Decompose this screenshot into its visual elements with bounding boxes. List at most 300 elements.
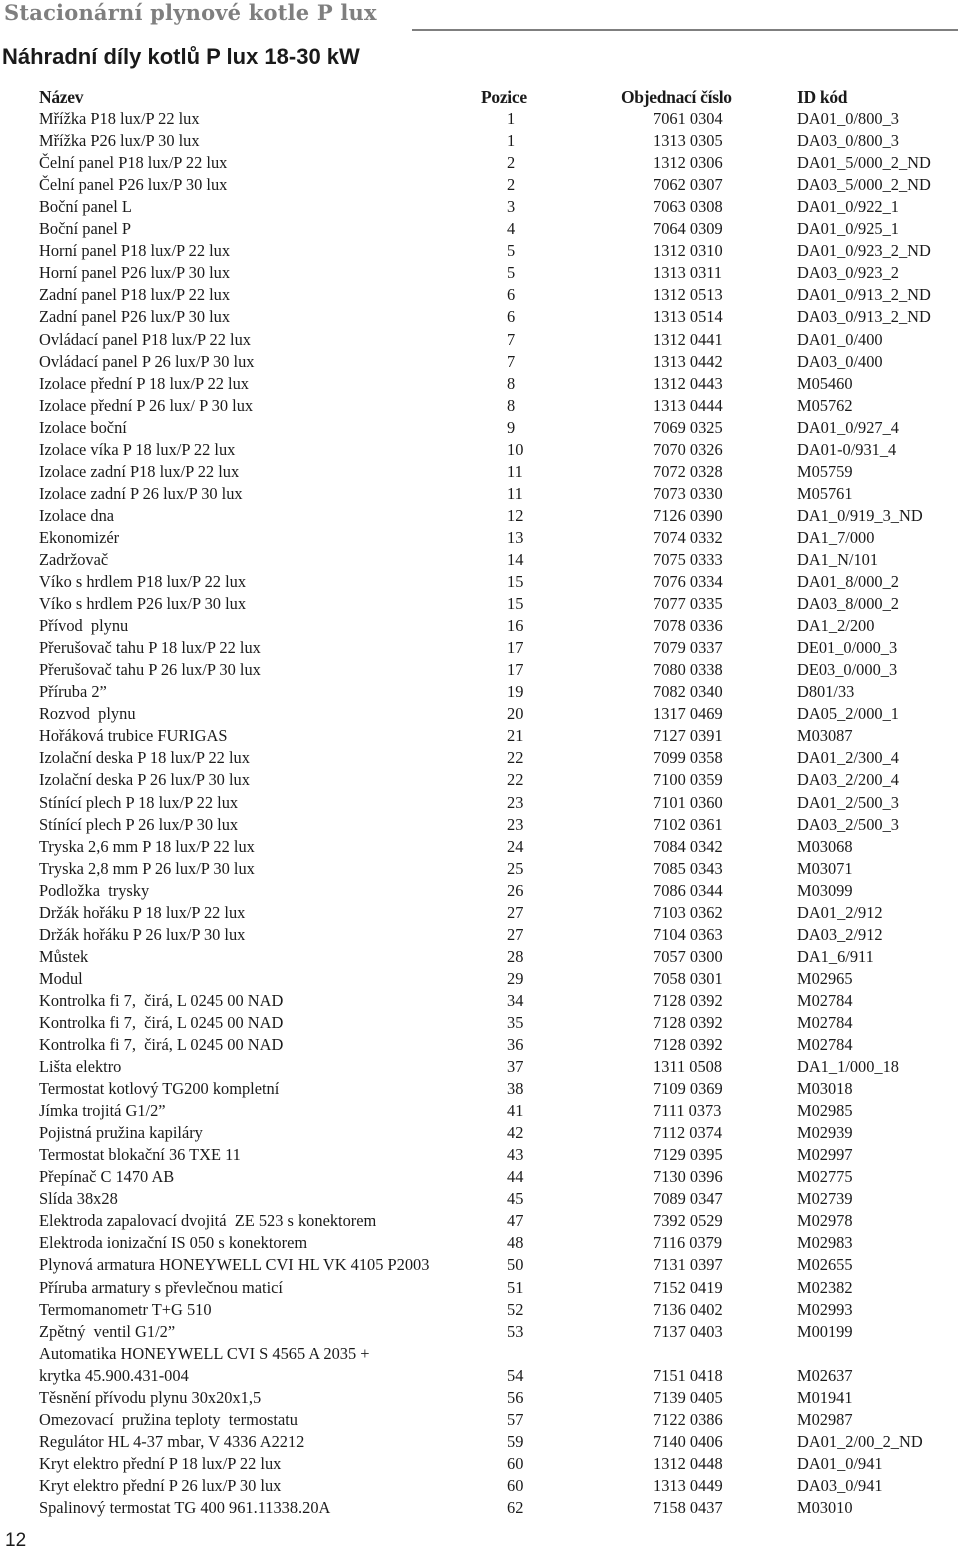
table-row <box>39 703 960 725</box>
section-title: Náhradní díly kotlů P lux 18-30 kW <box>2 44 360 69</box>
cell-order-number: 7082 0340 <box>653 682 723 702</box>
cell-id-code: M02784 <box>797 990 853 1010</box>
cell-order-number: 7136 0402 <box>653 1299 723 1319</box>
cell-id-code: DA1_N/101 <box>797 549 879 569</box>
table-row <box>39 218 960 240</box>
cell-order-number: 7158 0437 <box>653 1498 723 1517</box>
cell-position: 4 <box>507 219 516 239</box>
cell-name: Můstek <box>39 946 89 966</box>
cell-position: 45 <box>507 1189 524 1209</box>
parts-table <box>39 86 960 1519</box>
cell-id-code: M03068 <box>797 836 853 856</box>
table-row <box>39 527 960 549</box>
cell-id-code: DA03_5/000_2_ND <box>797 175 931 195</box>
cell-position: 24 <box>507 836 524 856</box>
cell-position: 34 <box>507 990 524 1010</box>
cell-position: 38 <box>507 1079 524 1099</box>
cell-position: 27 <box>507 924 524 944</box>
cell-id-code: DA01-0/931_4 <box>797 439 897 459</box>
cell-position: 11 <box>507 461 523 481</box>
table-row <box>39 836 960 858</box>
cell-name: Ovládací panel P 26 lux/P 30 lux <box>39 351 255 371</box>
table-row <box>39 681 960 703</box>
table-row <box>39 1453 960 1475</box>
cell-order-number: 7072 0328 <box>653 461 723 481</box>
cell-position: 28 <box>507 946 524 966</box>
table-row <box>39 108 960 130</box>
cell-id-code: M02993 <box>797 1299 853 1319</box>
cell-position: 12 <box>507 505 524 525</box>
cell-name: Izolace zadní P18 lux/P 22 lux <box>39 461 240 481</box>
cell-id-code: M03010 <box>797 1498 853 1517</box>
table-row <box>39 637 960 659</box>
cell-position: 48 <box>507 1233 524 1253</box>
cell-id-code: M02739 <box>797 1189 853 1209</box>
cell-id-code: M02965 <box>797 968 853 988</box>
cell-order-number: 7129 0395 <box>653 1145 723 1165</box>
table-row <box>39 990 960 1012</box>
cell-name: Přerušovač tahu P 18 lux/P 22 lux <box>39 638 261 658</box>
cell-name: Víko s hrdlem P26 lux/P 30 lux <box>39 594 247 614</box>
cell-id-code: M05762 <box>797 395 853 415</box>
cell-name: Horní panel P18 lux/P 22 lux <box>39 241 231 261</box>
cell-name: Izolace boční <box>39 417 127 437</box>
cell-order-number: 7128 0392 <box>653 990 723 1010</box>
table-row <box>39 1210 960 1232</box>
table-row <box>39 417 960 439</box>
cell-position: 7 <box>507 351 516 371</box>
table-row <box>39 902 960 924</box>
cell-id-code: DA01_5/000_2_ND <box>797 153 931 173</box>
cell-id-code: M05759 <box>797 461 853 481</box>
cell-name: Přerušovač tahu P 26 lux/P 30 lux <box>39 660 261 680</box>
cell-id-code: M01941 <box>797 1387 853 1407</box>
cell-id-code: DA03_2/912 <box>797 924 883 944</box>
cell-name: Kontrolka fi 7, čirá, L 0245 00 NAD <box>39 1035 284 1055</box>
cell-name: Rozvod plynu <box>39 704 136 724</box>
cell-name: Modul <box>39 968 83 988</box>
cell-position: 15 <box>507 572 524 592</box>
table-row <box>39 262 960 284</box>
cell-name: Stínící plech P 26 lux/P 30 lux <box>39 814 239 834</box>
cell-name: Mřížka P26 lux/P 30 lux <box>39 131 200 151</box>
cell-id-code: M02655 <box>797 1255 853 1275</box>
cell-id-code: M03018 <box>797 1079 853 1099</box>
cell-id-code: M02983 <box>797 1233 853 1253</box>
cell-position: 20 <box>507 704 524 724</box>
cell-position: 54 <box>507 1365 524 1385</box>
cell-order-number: 7074 0332 <box>653 527 723 547</box>
cell-order-number: 7079 0337 <box>653 638 723 658</box>
cell-order-number: 7073 0330 <box>653 483 723 503</box>
cell-position: 21 <box>507 726 524 746</box>
cell-position: 43 <box>507 1145 524 1165</box>
cell-position: 25 <box>507 858 524 878</box>
cell-name: Příruba 2” <box>39 682 107 702</box>
cell-id-code: DA01_2/300_4 <box>797 748 899 768</box>
cell-position: 9 <box>507 417 516 437</box>
page-header <box>2 0 958 32</box>
cell-id-code: M03099 <box>797 880 853 900</box>
cell-order-number: 7104 0363 <box>653 924 723 944</box>
cell-id-code: M02784 <box>797 1012 853 1032</box>
cell-id-code: M02775 <box>797 1167 853 1187</box>
cell-name: Plynová armatura HONEYWELL CVI HL VK 4105 P2003 <box>39 1255 430 1275</box>
cell-name: Omezovací pružina teploty termostatu <box>39 1409 298 1429</box>
page-number: 12 <box>5 1530 27 1551</box>
cell-id-code: DA1_2/200 <box>797 616 875 636</box>
cell-order-number: 7122 0386 <box>653 1409 723 1429</box>
cell-id-code: M02978 <box>797 1211 853 1231</box>
cell-order-number: 7152 0419 <box>653 1277 723 1297</box>
cell-id-code: DA03_2/200_4 <box>797 770 899 790</box>
cell-position: 35 <box>507 1012 524 1032</box>
cell-position: 6 <box>507 307 516 327</box>
table-row <box>39 946 960 968</box>
table-row <box>39 725 960 747</box>
cell-id-code: M02985 <box>797 1101 853 1121</box>
table-row <box>39 1299 960 1321</box>
cell-id-code: DE03_0/000_3 <box>797 660 898 680</box>
cell-order-number: 7131 0397 <box>653 1255 723 1275</box>
cell-id-code: DA1_6/911 <box>797 946 874 966</box>
table-row <box>39 549 960 571</box>
cell-position: 57 <box>507 1409 524 1429</box>
cell-order-number: 7099 0358 <box>653 748 723 768</box>
cell-order-number: 7086 0344 <box>653 880 723 900</box>
cell-name: Elektroda ionizační IS 050 s konektorem <box>39 1233 308 1253</box>
cell-position: 13 <box>507 527 524 547</box>
cell-position: 11 <box>507 483 523 503</box>
cell-name: Spalinový termostat TG 400 961.11338.20A <box>39 1498 331 1517</box>
cell-position: 42 <box>507 1123 524 1143</box>
cell-id-code: DA01_0/927_4 <box>797 417 899 437</box>
cell-order-number: 7101 0360 <box>653 792 723 812</box>
cell-position: 27 <box>507 902 524 922</box>
cell-name: Přívod plynu <box>39 616 129 636</box>
cell-position: 3 <box>507 197 516 217</box>
cell-position: 29 <box>507 968 524 988</box>
cell-name: Izolace přední P 26 lux/ P 30 lux <box>39 395 254 415</box>
cell-position: 60 <box>507 1475 524 1495</box>
cell-position: 22 <box>507 770 524 790</box>
cell-position: 23 <box>507 814 524 834</box>
cell-order-number: 7061 0304 <box>653 109 723 129</box>
cell-id-code: DA03_0/400 <box>797 351 883 371</box>
cell-order-number: 7080 0338 <box>653 660 723 680</box>
cell-position: 1 <box>507 109 516 129</box>
table-row <box>39 615 960 637</box>
cell-position: 8 <box>507 373 516 393</box>
cell-id-code: M03071 <box>797 858 853 878</box>
cell-id-code: M02382 <box>797 1277 853 1297</box>
cell-name: Přepínač C 1470 AB <box>39 1167 175 1187</box>
cell-name: Mřížka P18 lux/P 22 lux <box>39 109 200 129</box>
cell-name: Lišta elektro <box>39 1057 122 1077</box>
cell-name: Izolační deska P 18 lux/P 22 lux <box>39 748 250 768</box>
table-row <box>39 814 960 836</box>
cell-position: 51 <box>507 1277 524 1297</box>
cell-order-number: 1313 0305 <box>653 131 723 151</box>
cell-order-number: 7112 0374 <box>653 1123 723 1143</box>
table-row <box>39 351 960 373</box>
cell-position: 5 <box>507 241 516 261</box>
cell-order-number: 7151 0418 <box>653 1365 723 1385</box>
cell-name: Slída 38x28 <box>39 1189 118 1209</box>
cell-position: 8 <box>507 395 516 415</box>
cell-position: 6 <box>507 285 516 305</box>
table-row <box>39 747 960 769</box>
cell-order-number: 7070 0326 <box>653 439 723 459</box>
cell-name: Čelní panel P18 lux/P 22 lux <box>39 153 228 173</box>
cell-id-code: DA01_8/000_2 <box>797 572 899 592</box>
cell-order-number: 7127 0391 <box>653 726 723 746</box>
table-row <box>39 439 960 461</box>
cell-name: Izolace víka P 18 lux/P 22 lux <box>39 439 236 459</box>
table-row <box>39 571 960 593</box>
cell-order-number: 7057 0300 <box>653 946 723 966</box>
cell-name: Boční panel L <box>39 197 132 217</box>
table-row <box>39 1387 960 1409</box>
cell-name: Termostat blokační 36 TXE 11 <box>39 1145 241 1165</box>
cell-position: 2 <box>507 175 516 195</box>
cell-id-code: DA01_0/800_3 <box>797 109 899 129</box>
cell-position: 2 <box>507 153 516 173</box>
cell-id-code: DA03_0/800_3 <box>797 131 899 151</box>
cell-order-number: 7078 0336 <box>653 616 723 636</box>
table-row <box>39 1122 960 1144</box>
cell-order-number: 7089 0347 <box>653 1189 723 1209</box>
table-row <box>39 306 960 328</box>
cell-position: 37 <box>507 1057 524 1077</box>
table-row <box>39 1188 960 1210</box>
cell-name: Ovládací panel P18 lux/P 22 lux <box>39 329 251 349</box>
cell-order-number: 1313 0514 <box>653 307 723 327</box>
cell-order-number: 7116 0379 <box>653 1233 723 1253</box>
cell-position: 47 <box>507 1211 524 1231</box>
table-header-row <box>39 86 960 108</box>
table-row <box>39 880 960 902</box>
table-row <box>39 858 960 880</box>
cell-id-code: DA1_1/000_18 <box>797 1057 899 1077</box>
header-title: Stacionární plynové kotle P lux <box>4 0 377 25</box>
cell-name: Víko s hrdlem P18 lux/P 22 lux <box>39 572 247 592</box>
table-row <box>39 1166 960 1188</box>
table-row <box>39 1431 960 1453</box>
cell-name: Izolační deska P 26 lux/P 30 lux <box>39 770 250 790</box>
cell-position: 60 <box>507 1453 524 1473</box>
cell-order-number: 7062 0307 <box>653 175 723 195</box>
table-row <box>39 968 960 990</box>
cell-name: Termostat kotlový TG200 kompletní <box>39 1079 280 1099</box>
cell-order-number: 7392 0529 <box>653 1211 723 1231</box>
cell-order-number: 7085 0343 <box>653 858 723 878</box>
cell-order-number: 7128 0392 <box>653 1012 723 1032</box>
cell-name: Těsnění přívodu plynu 30x20x1,5 <box>39 1387 262 1407</box>
cell-position: 41 <box>507 1101 524 1121</box>
cell-position: 26 <box>507 880 524 900</box>
cell-position: 5 <box>507 263 516 283</box>
cell-order-number: 7100 0359 <box>653 770 723 790</box>
cell-name: Horní panel P26 lux/P 30 lux <box>39 263 231 283</box>
cell-id-code: M02997 <box>797 1145 853 1165</box>
cell-position: 62 <box>507 1498 524 1517</box>
cell-name: Pojistná pružina kapiláry <box>39 1123 203 1143</box>
table-row <box>39 1012 960 1034</box>
table-row <box>39 924 960 946</box>
cell-position: 36 <box>507 1035 524 1055</box>
cell-name: Držák hořáku P 18 lux/P 22 lux <box>39 902 246 922</box>
cell-position: 7 <box>507 329 516 349</box>
cell-name: Regulátor HL 4-37 mbar, V 4336 A2212 <box>39 1431 305 1451</box>
cell-name: Izolace zadní P 26 lux/P 30 lux <box>39 483 243 503</box>
cell-order-number: 7128 0392 <box>653 1035 723 1055</box>
cell-name: Hořáková trubice FURIGAS <box>39 726 228 746</box>
cell-order-number: 7076 0334 <box>653 572 723 592</box>
cell-order-number: 1312 0448 <box>653 1453 723 1473</box>
cell-order-number: 1317 0469 <box>653 704 723 724</box>
cell-position: 16 <box>507 616 524 636</box>
cell-name: Kryt elektro přední P 18 lux/P 22 lux <box>39 1453 282 1473</box>
table-row <box>39 792 960 814</box>
cell-id-code: M03087 <box>797 726 853 746</box>
table-row <box>39 152 960 174</box>
cell-order-number: 7084 0342 <box>653 836 723 856</box>
cell-name: Čelní panel P26 lux/P 30 lux <box>39 175 228 195</box>
cell-id-code: DA01_0/923_2_ND <box>797 241 931 261</box>
cell-position: 59 <box>507 1431 524 1451</box>
header-rule <box>412 29 958 31</box>
cell-order-number: 7064 0309 <box>653 219 723 239</box>
cell-order-number: 7102 0361 <box>653 814 723 834</box>
cell-position: 10 <box>507 439 524 459</box>
table-row <box>39 1343 960 1387</box>
table-row <box>39 1254 960 1276</box>
cell-order-number: 1313 0444 <box>653 395 723 415</box>
cell-name: Zpětný ventil G1/2” <box>39 1321 176 1341</box>
cell-id-code: DA01_2/500_3 <box>797 792 899 812</box>
table-row <box>39 1475 960 1497</box>
cell-id-code: M02987 <box>797 1409 853 1429</box>
cell-id-code: DA01_0/925_1 <box>797 219 899 239</box>
cell-name: Zadržovač <box>39 549 109 569</box>
table-row <box>39 1144 960 1166</box>
cell-id-code: DA03_0/923_2 <box>797 263 899 283</box>
cell-name: Podložka trysky <box>39 880 150 900</box>
cell-position: 56 <box>507 1387 524 1407</box>
cell-name: Zadní panel P26 lux/P 30 lux <box>39 307 231 327</box>
cell-order-number: 7139 0405 <box>653 1387 723 1407</box>
cell-order-number: 1312 0306 <box>653 153 723 173</box>
cell-id-code: M05460 <box>797 373 853 393</box>
cell-order-number: 1313 0311 <box>653 263 723 283</box>
cell-name: Elektroda zapalovací dvojitá ZE 523 s konektorem <box>39 1211 377 1231</box>
cell-id-code: DA03_0/913_2_ND <box>797 307 931 327</box>
cell-name: Izolace přední P 18 lux/P 22 lux <box>39 373 250 393</box>
cell-id-code: DA03_0/941 <box>797 1475 883 1495</box>
cell-id-code: DA03_2/500_3 <box>797 814 899 834</box>
table-row <box>39 130 960 152</box>
cell-name: Automatika HONEYWELL CVI S 4565 A 2035 + krytka 45.900.431-004 <box>39 1343 370 1385</box>
column-header-nazev: Název <box>39 87 84 107</box>
cell-id-code: DA01_0/400 <box>797 329 883 349</box>
cell-order-number: 7126 0390 <box>653 505 723 525</box>
cell-position: 15 <box>507 594 524 614</box>
table-row <box>39 505 960 527</box>
table-row <box>39 1409 960 1431</box>
table-row <box>39 1034 960 1056</box>
cell-id-code: DE01_0/000_3 <box>797 638 898 658</box>
cell-name: Držák hořáku P 26 lux/P 30 lux <box>39 924 246 944</box>
cell-order-number: 7103 0362 <box>653 902 723 922</box>
cell-position: 23 <box>507 792 524 812</box>
table-row <box>39 483 960 505</box>
cell-order-number: 7137 0403 <box>653 1321 723 1341</box>
cell-name: Zadní panel P18 lux/P 22 lux <box>39 285 231 305</box>
table-row <box>39 1277 960 1299</box>
cell-id-code: DA1_7/000 <box>797 527 875 547</box>
cell-order-number: 7075 0333 <box>653 549 723 569</box>
table-row <box>39 329 960 351</box>
cell-id-code: D801/33 <box>797 682 855 702</box>
table-row <box>39 769 960 791</box>
table-row <box>39 593 960 615</box>
cell-name: Termomanometr T+G 510 <box>39 1299 212 1319</box>
cell-position: 17 <box>507 638 524 658</box>
cell-name: Příruba armatury s převlečnou maticí <box>39 1277 283 1297</box>
cell-name: Boční panel P <box>39 219 131 239</box>
cell-id-code: DA01_0/922_1 <box>797 197 899 217</box>
cell-position: 1 <box>507 131 516 151</box>
table-row <box>39 1497 960 1519</box>
table-row <box>39 196 960 218</box>
cell-order-number: 1312 0310 <box>653 241 723 261</box>
cell-position: 52 <box>507 1299 524 1319</box>
cell-id-code: M00199 <box>797 1321 853 1341</box>
cell-position: 19 <box>507 682 524 702</box>
cell-name: Ekonomizér <box>39 527 120 547</box>
table-row <box>39 174 960 196</box>
table-row <box>39 1321 960 1343</box>
cell-name: Kontrolka fi 7, čirá, L 0245 00 NAD <box>39 990 284 1010</box>
cell-id-code: M02939 <box>797 1123 853 1143</box>
cell-order-number: 1312 0513 <box>653 285 723 305</box>
cell-order-number: 7069 0325 <box>653 417 723 437</box>
column-header-id-kod: ID kód <box>797 87 848 107</box>
cell-name: Kontrolka fi 7, čirá, L 0245 00 NAD <box>39 1012 284 1032</box>
cell-position: 50 <box>507 1255 524 1275</box>
table-row <box>39 1100 960 1122</box>
cell-order-number: 7111 0373 <box>653 1101 722 1121</box>
cell-order-number: 7063 0308 <box>653 197 723 217</box>
cell-order-number: 1313 0442 <box>653 351 723 371</box>
cell-id-code: DA1_0/919_3_ND <box>797 505 923 525</box>
table-row <box>39 395 960 417</box>
cell-name: Jímka trojitá G1/2” <box>39 1101 166 1121</box>
cell-order-number: 1313 0449 <box>653 1475 723 1495</box>
cell-order-number: 7058 0301 <box>653 968 723 988</box>
cell-position: 44 <box>507 1167 524 1187</box>
cell-name: Izolace dna <box>39 505 115 525</box>
cell-position: 14 <box>507 549 524 569</box>
cell-id-code: M05761 <box>797 483 853 503</box>
cell-name: Tryska 2,6 mm P 18 lux/P 22 lux <box>39 836 255 856</box>
cell-id-code: M02637 <box>797 1365 853 1385</box>
table-row <box>39 373 960 395</box>
cell-order-number: 1312 0443 <box>653 373 723 393</box>
cell-id-code: M02784 <box>797 1035 853 1055</box>
cell-id-code: DA01_0/913_2_ND <box>797 285 931 305</box>
